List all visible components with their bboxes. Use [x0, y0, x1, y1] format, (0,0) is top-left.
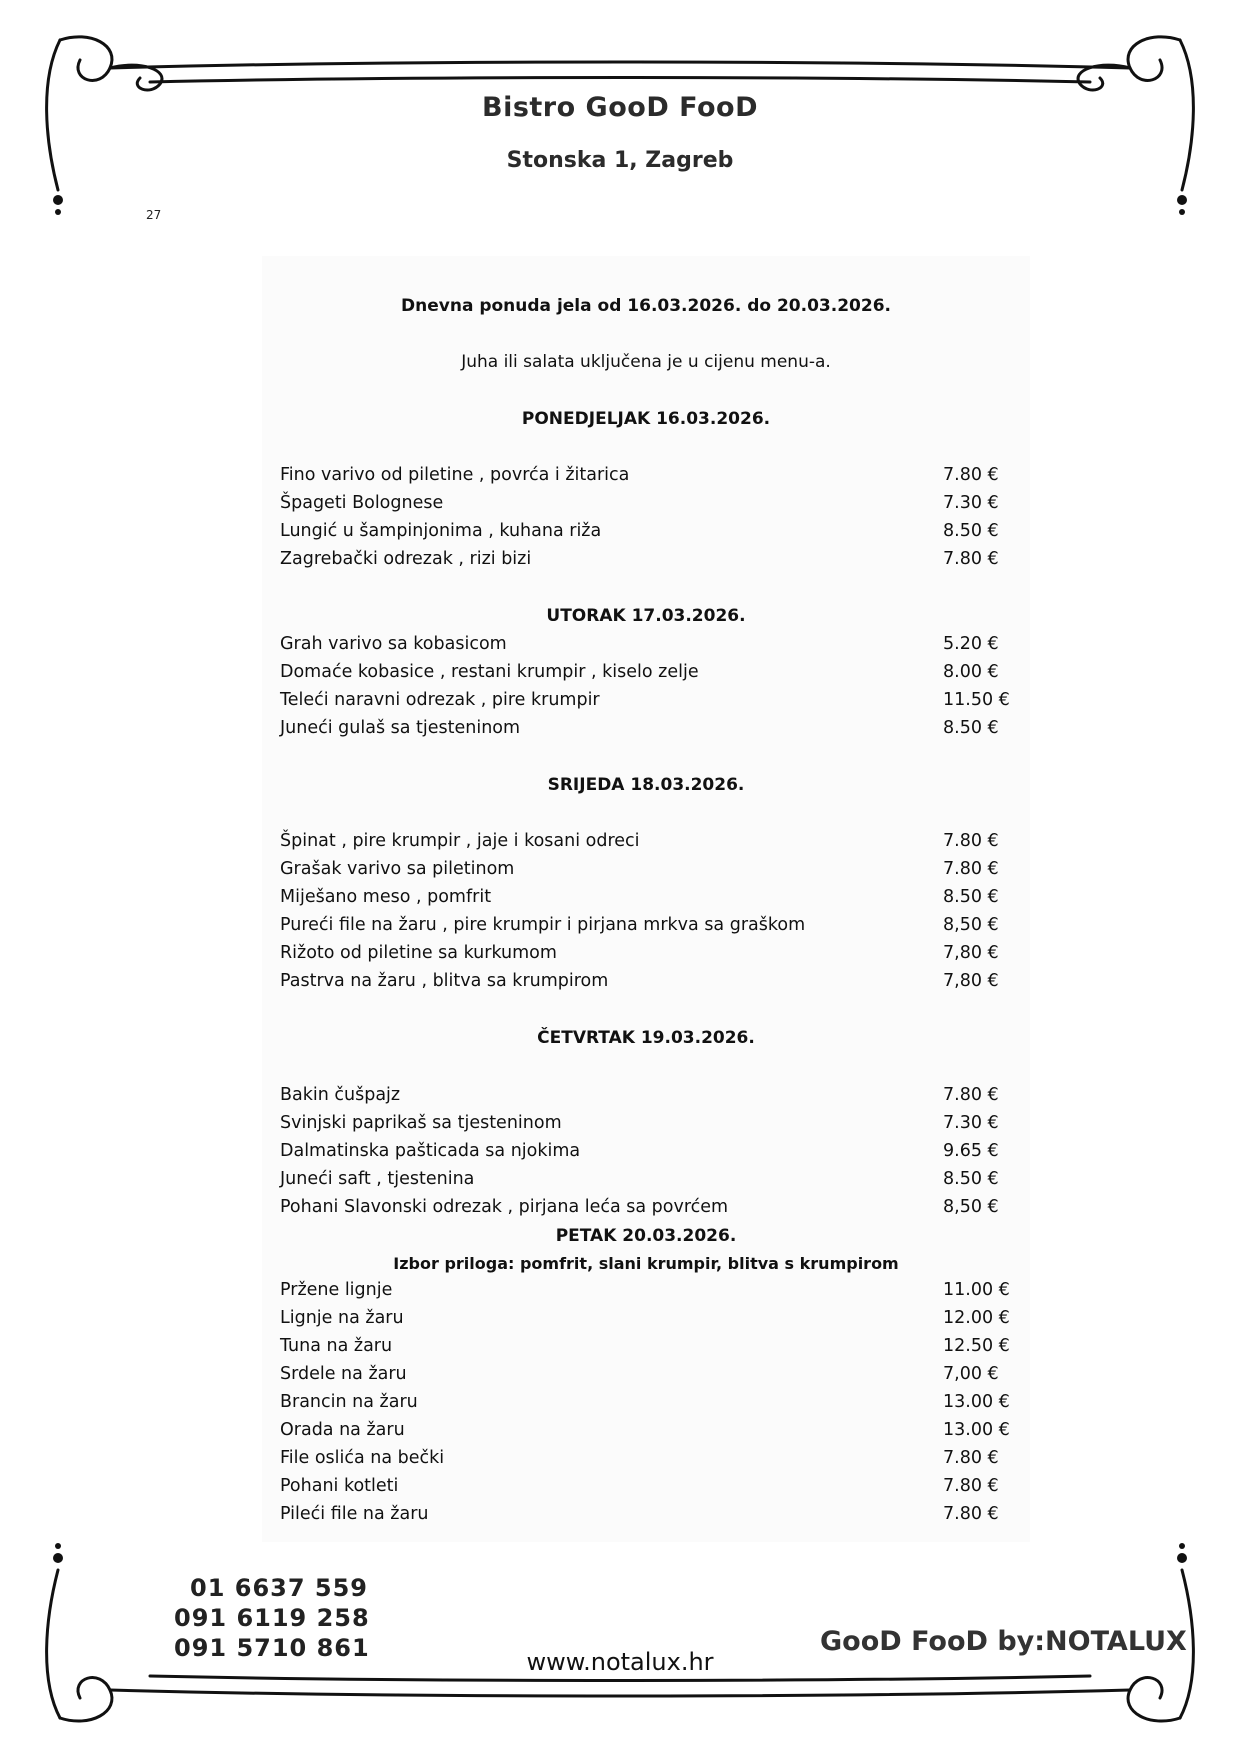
item-price: 7.80 € — [943, 1085, 999, 1105]
menu-item — [280, 1392, 1015, 1420]
item-name: Dalmatinska pašticada sa njokima — [280, 1141, 581, 1161]
item-name: Pureći file na žaru , pire krumpir i pirjana mrkva sa graškom — [280, 915, 806, 935]
item-name: Miješano meso , pomfrit — [280, 887, 492, 907]
item-price: 8.50 € — [943, 1169, 999, 1189]
menu-item — [280, 971, 1015, 999]
item-name: Fino varivo od piletine , povrća i žitarica — [280, 465, 630, 485]
item-name: Pohani kotleti — [280, 1476, 399, 1496]
item-price: 11.50 € — [943, 690, 1010, 710]
item-price: 12.00 € — [943, 1308, 1010, 1328]
menu-item — [280, 549, 1015, 577]
menu-item — [280, 1169, 1015, 1197]
item-price: 11.00 € — [943, 1280, 1010, 1300]
website-link[interactable]: www.notalux.hr — [526, 1648, 714, 1676]
item-name: Lignje na žaru — [280, 1308, 404, 1328]
item-price: 7.80 € — [943, 1448, 999, 1468]
menu-item — [280, 915, 1015, 943]
item-name: Pohani Slavonski odrezak , pirjana leća sa povrćem — [280, 1197, 729, 1217]
item-price: 13.00 € — [943, 1392, 1010, 1412]
item-price: 7.80 € — [943, 859, 999, 879]
menu-item — [280, 1420, 1015, 1448]
item-name: Domaće kobasice , restani krumpir , kiselo zelje — [280, 662, 699, 682]
menu-item — [280, 493, 1015, 521]
item-name: Pileći file na žaru — [280, 1504, 429, 1524]
menu-item — [280, 943, 1015, 971]
brand-logo: GooD FooD by:NOTALUX — [820, 1626, 1187, 1657]
item-price: 7,80 € — [943, 943, 999, 963]
item-price: 9.65 € — [943, 1141, 999, 1161]
item-name: Špinat , pire krumpir , jaje i kosani odreci — [280, 831, 640, 851]
menu-item — [280, 521, 1015, 549]
item-name: Teleći naravni odrezak , pire krumpir — [280, 690, 600, 710]
restaurant-address: Stonska 1, Zagreb — [506, 148, 734, 173]
menu-item — [280, 1336, 1015, 1364]
menu-item — [280, 1364, 1015, 1392]
item-price: 8.50 € — [943, 887, 999, 907]
item-price: 7.80 € — [943, 465, 999, 485]
item-price: 8.50 € — [943, 718, 999, 738]
day-heading-friday: PETAK 20.03.2026. — [555, 1226, 737, 1246]
menu-item — [280, 690, 1015, 718]
item-price: 7.80 € — [943, 549, 999, 569]
item-name: Svinjski paprikaš sa tjesteninom — [280, 1113, 562, 1133]
menu-item — [280, 1113, 1015, 1141]
phone-number[interactable]: 091 5710 861 — [174, 1634, 370, 1662]
item-price: 7,80 € — [943, 971, 999, 991]
item-name: Brancin na žaru — [280, 1392, 418, 1412]
page-number: 27 — [146, 208, 162, 222]
item-price: 7,00 € — [943, 1364, 999, 1384]
menu-item — [280, 662, 1015, 690]
menu-item — [280, 1085, 1015, 1113]
item-price: 7.80 € — [943, 1504, 999, 1524]
item-price: 7.80 € — [943, 831, 999, 851]
menu-item — [280, 634, 1015, 662]
menu-item — [280, 1448, 1015, 1476]
item-price: 13.00 € — [943, 1420, 1010, 1440]
menu-subtitle: Juha ili salata uključena je u cijenu menu-a. — [461, 352, 831, 372]
item-price: 12.50 € — [943, 1336, 1010, 1356]
menu-item — [280, 1141, 1015, 1169]
item-price: 7.30 € — [943, 493, 999, 513]
item-price: 8.00 € — [943, 662, 999, 682]
item-price: 8,50 € — [943, 1197, 999, 1217]
friday-sides: Izbor priloga: pomfrit, slani krumpir, blitva s krumpirom — [393, 1254, 899, 1273]
item-name: Rižoto od piletine sa kurkumom — [280, 943, 557, 963]
item-name: Pržene lignje — [280, 1280, 393, 1300]
item-price: 8.50 € — [943, 521, 999, 541]
item-name: Špageti Bolognese — [280, 493, 444, 513]
item-name: Bakin čušpajz — [280, 1085, 401, 1105]
menu-title: Dnevna ponuda jela od 16.03.2026. do 20.03.2026. — [401, 296, 891, 316]
item-name: Orada na žaru — [280, 1420, 405, 1440]
item-price: 8,50 € — [943, 915, 999, 935]
menu-item — [280, 1504, 1015, 1532]
item-price: 7.80 € — [943, 1476, 999, 1496]
item-name: Tuna na žaru — [280, 1336, 393, 1356]
item-price: 7.30 € — [943, 1113, 999, 1133]
menu-item — [280, 1280, 1015, 1308]
item-name: Pastrva na žaru , blitva sa krumpirom — [280, 971, 609, 991]
item-name: Lungić u šampinjonima , kuhana riža — [280, 521, 602, 541]
menu-item — [280, 718, 1015, 746]
day-heading-thursday: ČETVRTAK 19.03.2026. — [537, 1028, 755, 1048]
menu-item — [280, 831, 1015, 859]
day-heading-wednesday: SRIJEDA 18.03.2026. — [547, 775, 745, 795]
item-name: Grašak varivo sa piletinom — [280, 859, 515, 879]
restaurant-name: Bistro GooD FooD — [481, 92, 758, 123]
menu-item — [280, 1308, 1015, 1336]
item-name: Srdele na žaru — [280, 1364, 407, 1384]
menu-item — [280, 887, 1015, 915]
menu-item — [280, 1476, 1015, 1504]
menu-item — [280, 465, 1015, 493]
menu-item — [280, 859, 1015, 887]
item-name: Zagrebački odrezak , rizi bizi — [280, 549, 532, 569]
day-heading-tuesday: UTORAK 17.03.2026. — [546, 606, 746, 626]
item-name: File oslića na bečki — [280, 1448, 445, 1468]
item-name: Juneći gulaš sa tjesteninom — [280, 718, 521, 738]
phone-number[interactable]: 01 6637 559 — [190, 1574, 369, 1602]
item-name: Grah varivo sa kobasicom — [280, 634, 507, 654]
day-heading-monday: PONEDJELJAK 16.03.2026. — [521, 409, 771, 429]
menu-item — [280, 1197, 1015, 1225]
item-price: 5.20 € — [943, 634, 999, 654]
item-name: Juneći saft , tjestenina — [280, 1169, 475, 1189]
phone-number[interactable]: 091 6119 258 — [174, 1604, 370, 1632]
